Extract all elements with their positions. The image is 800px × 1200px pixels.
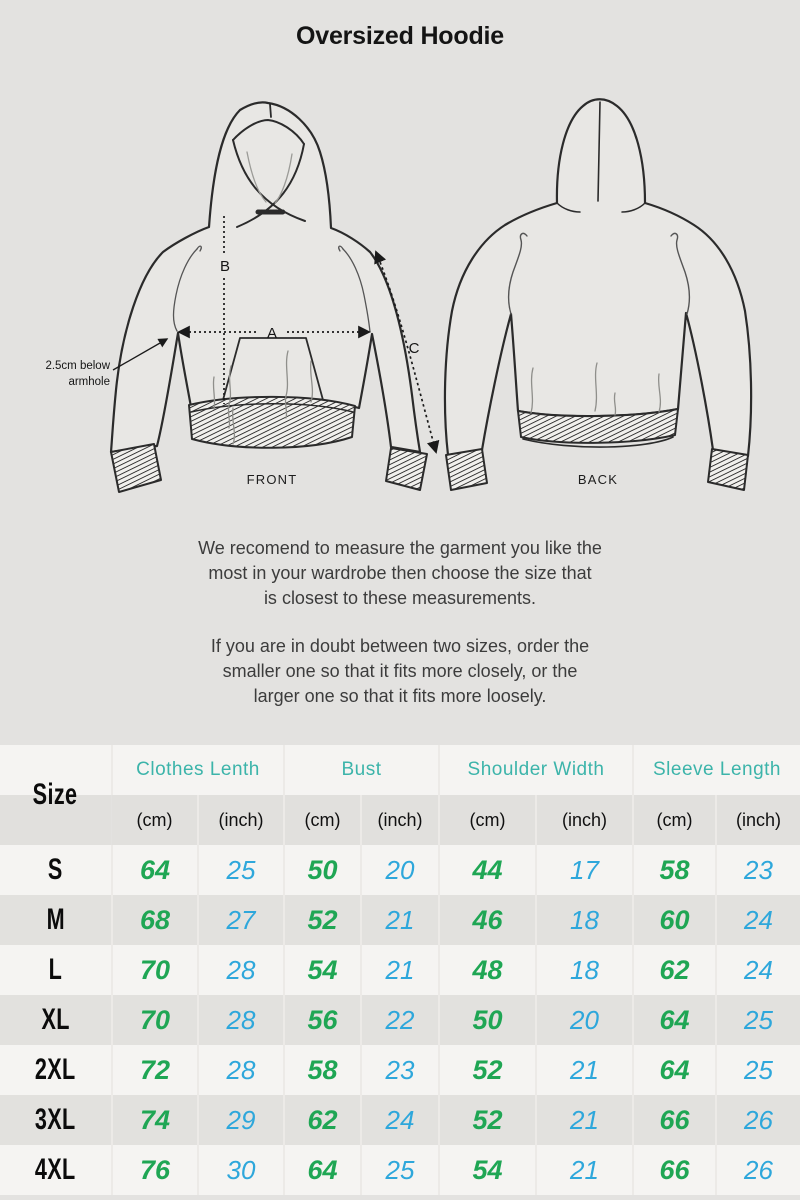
table-row-l (0, 945, 800, 995)
instruction-line: larger one so that it fits more loosely. (253, 686, 547, 706)
unit-header-cm: (cm) (112, 795, 198, 845)
measurement-value: 74 (112, 1095, 198, 1145)
measurement-value: 54 (439, 1145, 536, 1195)
unit-header-inch: (inch) (536, 795, 633, 845)
measurement-value: 44 (439, 845, 536, 895)
measurement-value: 58 (284, 1045, 361, 1095)
measurement-value: 66 (633, 1145, 716, 1195)
measurement-value: 18 (536, 945, 633, 995)
measurement-value: 58 (633, 845, 716, 895)
unit-header-inch: (inch) (716, 795, 800, 845)
measurement-value: 23 (716, 845, 800, 895)
measurement-value: 21 (361, 895, 439, 945)
measurement-value: 76 (112, 1145, 198, 1195)
size-column-header: Size (0, 745, 112, 845)
instruction-line: smaller one so that it fits more closely, or the (222, 661, 578, 681)
sizing-instructions (0, 536, 800, 709)
measurement-value: 62 (633, 945, 716, 995)
measurement-value: 25 (361, 1145, 439, 1195)
table-row-4xl (0, 1145, 800, 1195)
unit-header-cm: (cm) (284, 795, 361, 845)
measurement-value: 46 (439, 895, 536, 945)
instruction-line: If you are in doubt between two sizes, order the (210, 636, 590, 656)
instruction-line: most in your wardrobe then choose the size that (208, 563, 592, 583)
measurement-value: 64 (633, 1045, 716, 1095)
measure-b-label: B (219, 258, 231, 275)
instruction-line: We recomend to measure the garment you like the (198, 538, 602, 558)
measurement-value: 21 (536, 1145, 633, 1195)
measurement-value: 26 (716, 1145, 800, 1195)
measurement-value: 64 (633, 995, 716, 1045)
armhole-note-line2: armhole (68, 376, 110, 388)
measurement-value: 18 (536, 895, 633, 945)
measurement-value: 17 (536, 845, 633, 895)
measurement-value: 24 (716, 945, 800, 995)
unit-header-inch: (inch) (198, 795, 284, 845)
size-row-label: 2XL (0, 1045, 112, 1095)
measurement-value: 26 (716, 1095, 800, 1145)
table-row-m (0, 895, 800, 945)
size-row-label: L (0, 945, 112, 995)
measurement-value: 22 (361, 995, 439, 1045)
measurement-value: 28 (198, 1045, 284, 1095)
table-row-s (0, 845, 800, 895)
unit-header-inch: (inch) (361, 795, 439, 845)
measurement-value: 64 (112, 845, 198, 895)
column-group-shoulder-width: Shoulder Width (439, 745, 633, 795)
unit-header-cm: (cm) (633, 795, 716, 845)
measurement-value: 52 (439, 1045, 536, 1095)
table-row-3xl (0, 1095, 800, 1145)
size-chart-table (0, 745, 800, 1195)
page-title: Oversized Hoodie (296, 22, 504, 50)
measurement-value: 20 (536, 995, 633, 1045)
measurement-value: 21 (536, 1045, 633, 1095)
measurement-value: 54 (284, 945, 361, 995)
measurement-value: 50 (439, 995, 536, 1045)
instruction-paragraph-1 (0, 536, 800, 611)
measurement-value: 50 (284, 845, 361, 895)
measurement-value: 24 (716, 895, 800, 945)
measure-c-label: C (408, 340, 420, 357)
measure-a-label: A (266, 325, 278, 342)
table-row-xl (0, 995, 800, 1045)
size-row-label: XL (0, 995, 112, 1045)
measurement-value: 29 (198, 1095, 284, 1145)
unit-header-cm: (cm) (439, 795, 536, 845)
front-view-label: FRONT (246, 472, 298, 487)
measurement-value: 68 (112, 895, 198, 945)
measurement-value: 72 (112, 1045, 198, 1095)
measurement-value: 23 (361, 1045, 439, 1095)
measurement-value: 20 (361, 845, 439, 895)
column-group-clothes-length: Clothes Lenth (112, 745, 284, 795)
measurement-value: 48 (439, 945, 536, 995)
measurement-value: 62 (284, 1095, 361, 1145)
measurement-value: 56 (284, 995, 361, 1045)
measurement-value: 28 (198, 995, 284, 1045)
measurement-value: 25 (716, 995, 800, 1045)
hoodie-back-diagram (445, 99, 751, 490)
measurement-value: 52 (284, 895, 361, 945)
size-row-label: S (0, 845, 112, 895)
hoodie-measurement-diagram (0, 80, 800, 510)
measurement-value: 27 (198, 895, 284, 945)
measurement-value: 70 (112, 945, 198, 995)
table-row-2xl (0, 1045, 800, 1095)
measurement-value: 70 (112, 995, 198, 1045)
measurement-value: 25 (198, 845, 284, 895)
measurement-value: 25 (716, 1045, 800, 1095)
column-group-bust: Bust (284, 745, 439, 795)
instruction-line: is closest to these measurements. (263, 588, 537, 608)
measurement-value: 64 (284, 1145, 361, 1195)
size-row-label: 3XL (0, 1095, 112, 1145)
measurement-value: 30 (198, 1145, 284, 1195)
measurement-value: 52 (439, 1095, 536, 1145)
measurement-value: 21 (536, 1095, 633, 1145)
size-row-label: M (0, 895, 112, 945)
column-group-sleeve-length: Sleeve Length (633, 745, 800, 795)
measurement-value: 60 (633, 895, 716, 945)
size-row-label: 4XL (0, 1145, 112, 1195)
armhole-note-line1: 2.5cm below (45, 360, 110, 372)
measurement-value: 21 (361, 945, 439, 995)
hoodie-front-diagram (111, 102, 427, 492)
back-view-label: BACK (577, 472, 619, 487)
measurement-value: 28 (198, 945, 284, 995)
measurement-value: 66 (633, 1095, 716, 1145)
instruction-paragraph-2 (0, 634, 800, 709)
measurement-value: 24 (361, 1095, 439, 1145)
